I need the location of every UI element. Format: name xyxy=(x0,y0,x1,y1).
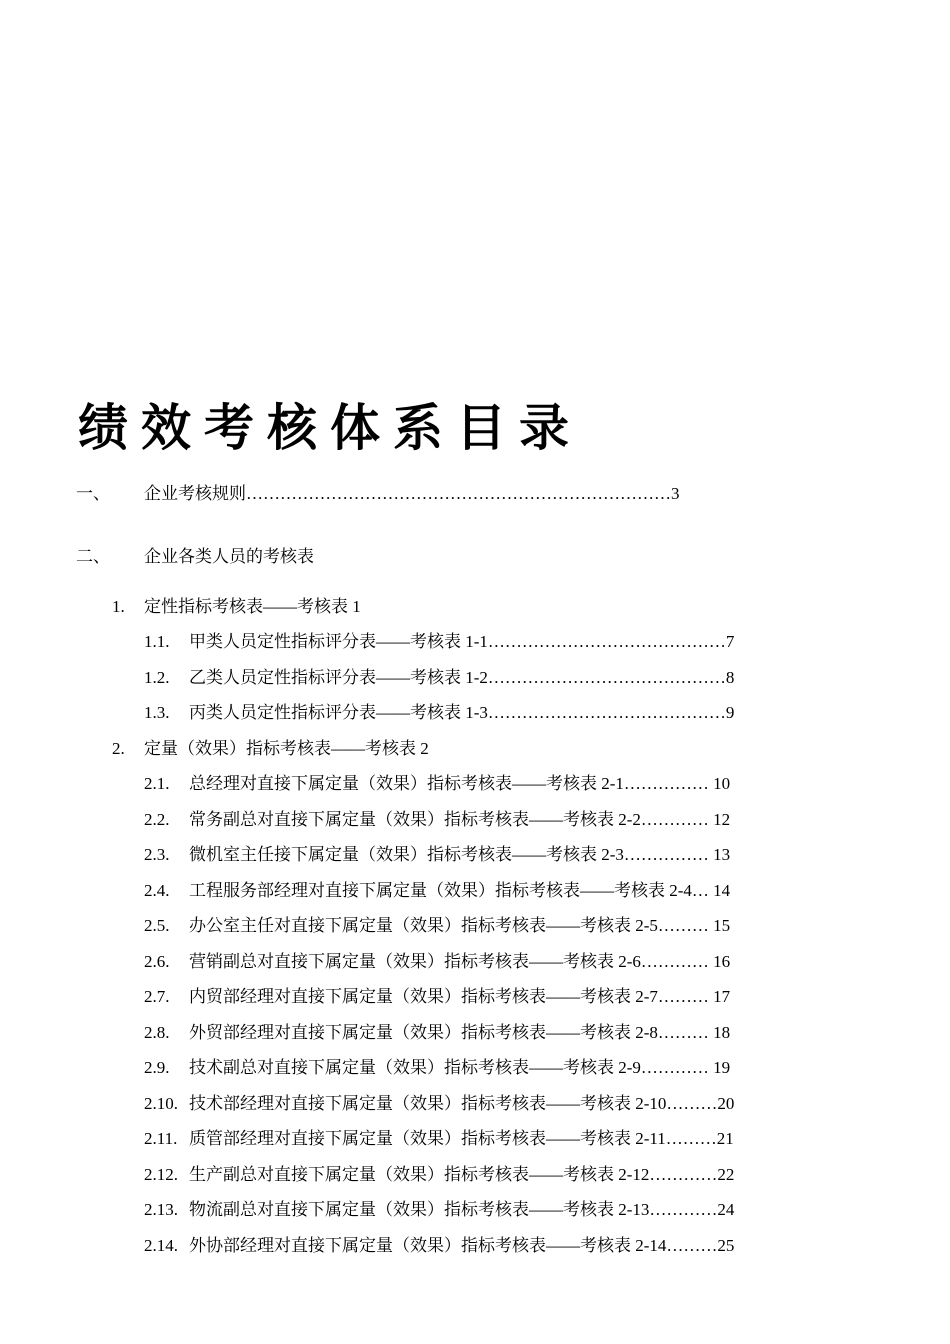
toc-text: 营销副总对直接下属定量（效果）指标考核表——考核表 2-6………… 16 xyxy=(189,952,731,971)
toc-number: 1. xyxy=(112,597,125,616)
toc-text: 企业考核规则…………………………………………………………………3 xyxy=(144,484,680,503)
toc-text: 物流副总对直接下属定量（效果）指标考核表——考核表 2-13…………24 xyxy=(189,1200,735,1219)
toc-text: 定性指标考核表——考核表 1 xyxy=(144,597,361,616)
toc-number: 1.2. xyxy=(144,668,170,687)
toc-number: 2.6. xyxy=(144,952,170,971)
page-title: 绩效考核体系目录 xyxy=(78,398,582,457)
toc-number: 二、 xyxy=(76,547,110,566)
toc-number: 2.7. xyxy=(144,987,170,1006)
toc-text: 微机室主任接下属定量（效果）指标考核表——考核表 2-3…………… 13 xyxy=(189,845,731,864)
toc-number: 2.3. xyxy=(144,845,170,864)
toc-text: 技术副总对直接下属定量（效果）指标考核表——考核表 2-9………… 19 xyxy=(189,1058,731,1077)
toc-text: 生产副总对直接下属定量（效果）指标考核表——考核表 2-12…………22 xyxy=(189,1165,735,1184)
toc-number: 2.5. xyxy=(144,916,170,935)
toc-number: 2.13. xyxy=(144,1200,178,1219)
toc-text: 常务副总对直接下属定量（效果）指标考核表——考核表 2-2………… 12 xyxy=(189,810,731,829)
toc-text: 工程服务部经理对直接下属定量（效果）指标考核表——考核表 2-4… 14 xyxy=(189,881,731,900)
toc-text: 甲类人员定性指标评分表——考核表 1-1……………………………………7 xyxy=(189,632,735,651)
toc-number: 2.4. xyxy=(144,881,170,900)
toc-number: 1.1. xyxy=(144,632,170,651)
toc-text: 质管部经理对直接下属定量（效果）指标考核表——考核表 2-11………21 xyxy=(189,1129,734,1148)
toc-text: 总经理对直接下属定量（效果）指标考核表——考核表 2-1…………… 10 xyxy=(189,774,731,793)
toc-number: 2.2. xyxy=(144,810,170,829)
toc-number: 2.11. xyxy=(144,1129,178,1148)
toc-number: 2.14. xyxy=(144,1236,178,1255)
toc-number: 一、 xyxy=(76,484,110,503)
toc-number: 2. xyxy=(112,739,125,758)
toc-number: 1.3. xyxy=(144,703,170,722)
toc-number: 2.12. xyxy=(144,1165,178,1184)
toc-number: 2.9. xyxy=(144,1058,170,1077)
toc-number: 2.8. xyxy=(144,1023,170,1042)
toc-text: 办公室主任对直接下属定量（效果）指标考核表——考核表 2-5……… 15 xyxy=(189,916,731,935)
toc-text: 技术部经理对直接下属定量（效果）指标考核表——考核表 2-10………20 xyxy=(189,1094,735,1113)
toc-text: 定量（效果）指标考核表——考核表 2 xyxy=(144,739,429,758)
toc-text: 企业各类人员的考核表 xyxy=(144,547,314,566)
toc-text: 内贸部经理对直接下属定量（效果）指标考核表——考核表 2-7……… 17 xyxy=(189,987,731,1006)
toc-text: 外协部经理对直接下属定量（效果）指标考核表——考核表 2-14………25 xyxy=(189,1236,735,1255)
toc-number: 2.1. xyxy=(144,774,170,793)
toc-text: 乙类人员定性指标评分表——考核表 1-2……………………………………8 xyxy=(189,668,735,687)
toc-text: 丙类人员定性指标评分表——考核表 1-3……………………………………9 xyxy=(189,703,735,722)
toc-number: 2.10. xyxy=(144,1094,178,1113)
toc-text: 外贸部经理对直接下属定量（效果）指标考核表——考核表 2-8……… 18 xyxy=(189,1023,731,1042)
